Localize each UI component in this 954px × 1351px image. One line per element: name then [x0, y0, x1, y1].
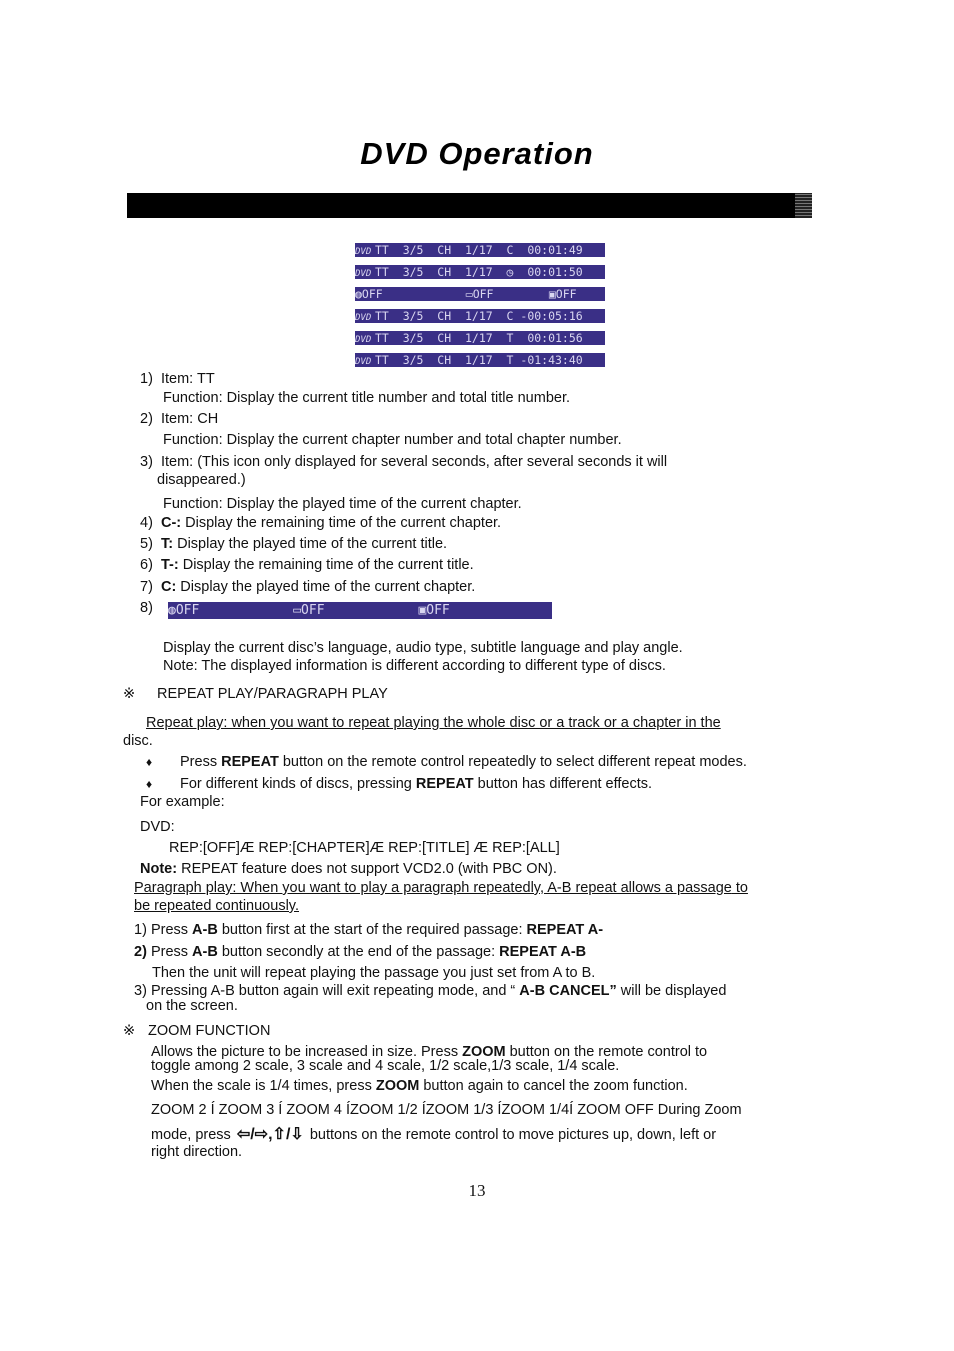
ab-step-2-then: Then the unit will repeat playing the passage you just set from A to B.	[152, 965, 596, 981]
osd-row: DVD TT 3/5 CH 1/17 C 00:01:49	[355, 243, 605, 257]
diamond-bullet-icon: ♦	[146, 755, 153, 769]
page-number: 13	[468, 1181, 486, 1200]
item-1-function: Function: Display the current title number and total title number.	[163, 390, 571, 406]
osd-status-bar: ◍OFF ▭OFF ▣OFF	[168, 602, 552, 619]
zoom-line-6: right direction.	[151, 1144, 243, 1160]
item-8-note: Note: The displayed information is different according to different type of discs.	[163, 658, 666, 674]
item-8-desc: Display the current disc’s language, audio type, subtitle language and play angle.	[163, 640, 683, 656]
diamond-bullet-icon: ♦	[146, 777, 153, 791]
ab-step-3-cont: on the screen.	[146, 998, 238, 1014]
repeat-intro-cont: disc.	[123, 733, 153, 749]
osd-row: DVD TT 3/5 CH 1/17 T 00:01:56	[355, 331, 605, 345]
reference-mark-icon: ※	[123, 1023, 136, 1039]
page-title: DVD Operation	[360, 136, 594, 171]
zoom-line-2: toggle among 2 scale, 3 scale and 4 scale, 1/2 scale,1/3 scale, 1/4 scale.	[151, 1058, 620, 1074]
repeat-sequence: REP:[OFF]Æ REP:[CHAPTER]Æ REP:[TITLE] Æ REP:[ALL]	[169, 840, 560, 856]
osd-row: DVD TT 3/5 CH 1/17 C -00:05:16	[355, 309, 605, 323]
repeat-bullet-1: Press REPEAT button on the remote control repeatedly to select different repeat modes.	[180, 754, 747, 770]
item-5: 5) T: Display the played time of the current title.	[140, 536, 448, 552]
item-3-cont: disappeared.)	[157, 472, 246, 488]
osd-row: DVD TT 3/5 CH 1/17 ◷ 00:01:50	[355, 265, 605, 279]
paragraph-intro: Paragraph play: When you want to play a paragraph repeatedly, A-B repeat allows a passage to	[134, 880, 748, 896]
repeat-heading: REPEAT PLAY/PARAGRAPH PLAY	[157, 686, 388, 702]
paragraph-intro-cont: be repeated continuously.	[134, 898, 299, 914]
reference-mark-icon: ※	[123, 686, 136, 702]
ab-step-3: 3) Pressing A-B button again will exit repeating mode, and “ A-B CANCEL” will be displayed	[134, 983, 727, 999]
zoom-heading: ZOOM FUNCTION	[148, 1023, 271, 1039]
item-2: 2) Item: CH	[140, 411, 219, 427]
example-label: For example:	[140, 794, 225, 810]
item-8: 8)	[140, 600, 153, 616]
zoom-line-1: Allows the picture to be increased in size. Press ZOOM button on the remote control to	[151, 1044, 708, 1060]
header-bar-end	[795, 193, 812, 218]
item-3: 3) Item: (This icon only displayed for several seconds, after several seconds it will	[140, 454, 668, 470]
repeat-intro: Repeat play: when you want to repeat playing the whole disc or a track or a chapter in the	[146, 715, 721, 731]
ab-step-2: 2) Press A-B button secondly at the end of the passage: REPEAT A-B	[134, 944, 587, 960]
item-1: 1) Item: TT	[140, 371, 215, 387]
item-3-function: Function: Display the played time of the current chapter.	[163, 496, 522, 512]
zoom-sequence: ZOOM 2 Í ZOOM 3 Í ZOOM 4 ÍZOOM 1/2 ÍZOOM 1/3 ÍZOOM 1/4Í ZOOM OFF During Zoom	[151, 1102, 742, 1118]
header-bar	[127, 193, 795, 218]
osd-row: DVD TT 3/5 CH 1/17 T -01:43:40	[355, 353, 605, 367]
repeat-note: Note: REPEAT feature does not support VCD2.0 (with PBC ON).	[140, 861, 557, 877]
zoom-line-5: mode, press ⇦/⇨,⇧/⇩ buttons on the remote control to move pictures up, down, left or	[151, 1126, 717, 1143]
item-7: 7) C: Display the played time of the current chapter.	[140, 579, 476, 595]
repeat-bullet-2: For different kinds of discs, pressing REPEAT button has different effects.	[180, 776, 653, 792]
zoom-line-3: When the scale is 1/4 times, press ZOOM button again to cancel the zoom function.	[151, 1078, 688, 1094]
item-6: 6) T-: Display the remaining time of the current title.	[140, 557, 474, 573]
arrow-keys-icon: ⇦/⇨,⇧/⇩	[236, 1126, 304, 1143]
dvd-label: DVD:	[140, 819, 175, 835]
item-4: 4) C-: Display the remaining time of the current chapter.	[140, 515, 502, 531]
ab-step-1: 1) Press A-B button first at the start of the required passage: REPEAT A-	[134, 922, 604, 938]
item-2-function: Function: Display the current chapter number and total chapter number.	[163, 432, 622, 448]
osd-row: ◍OFF ▭OFF ▣OFF	[355, 287, 605, 301]
